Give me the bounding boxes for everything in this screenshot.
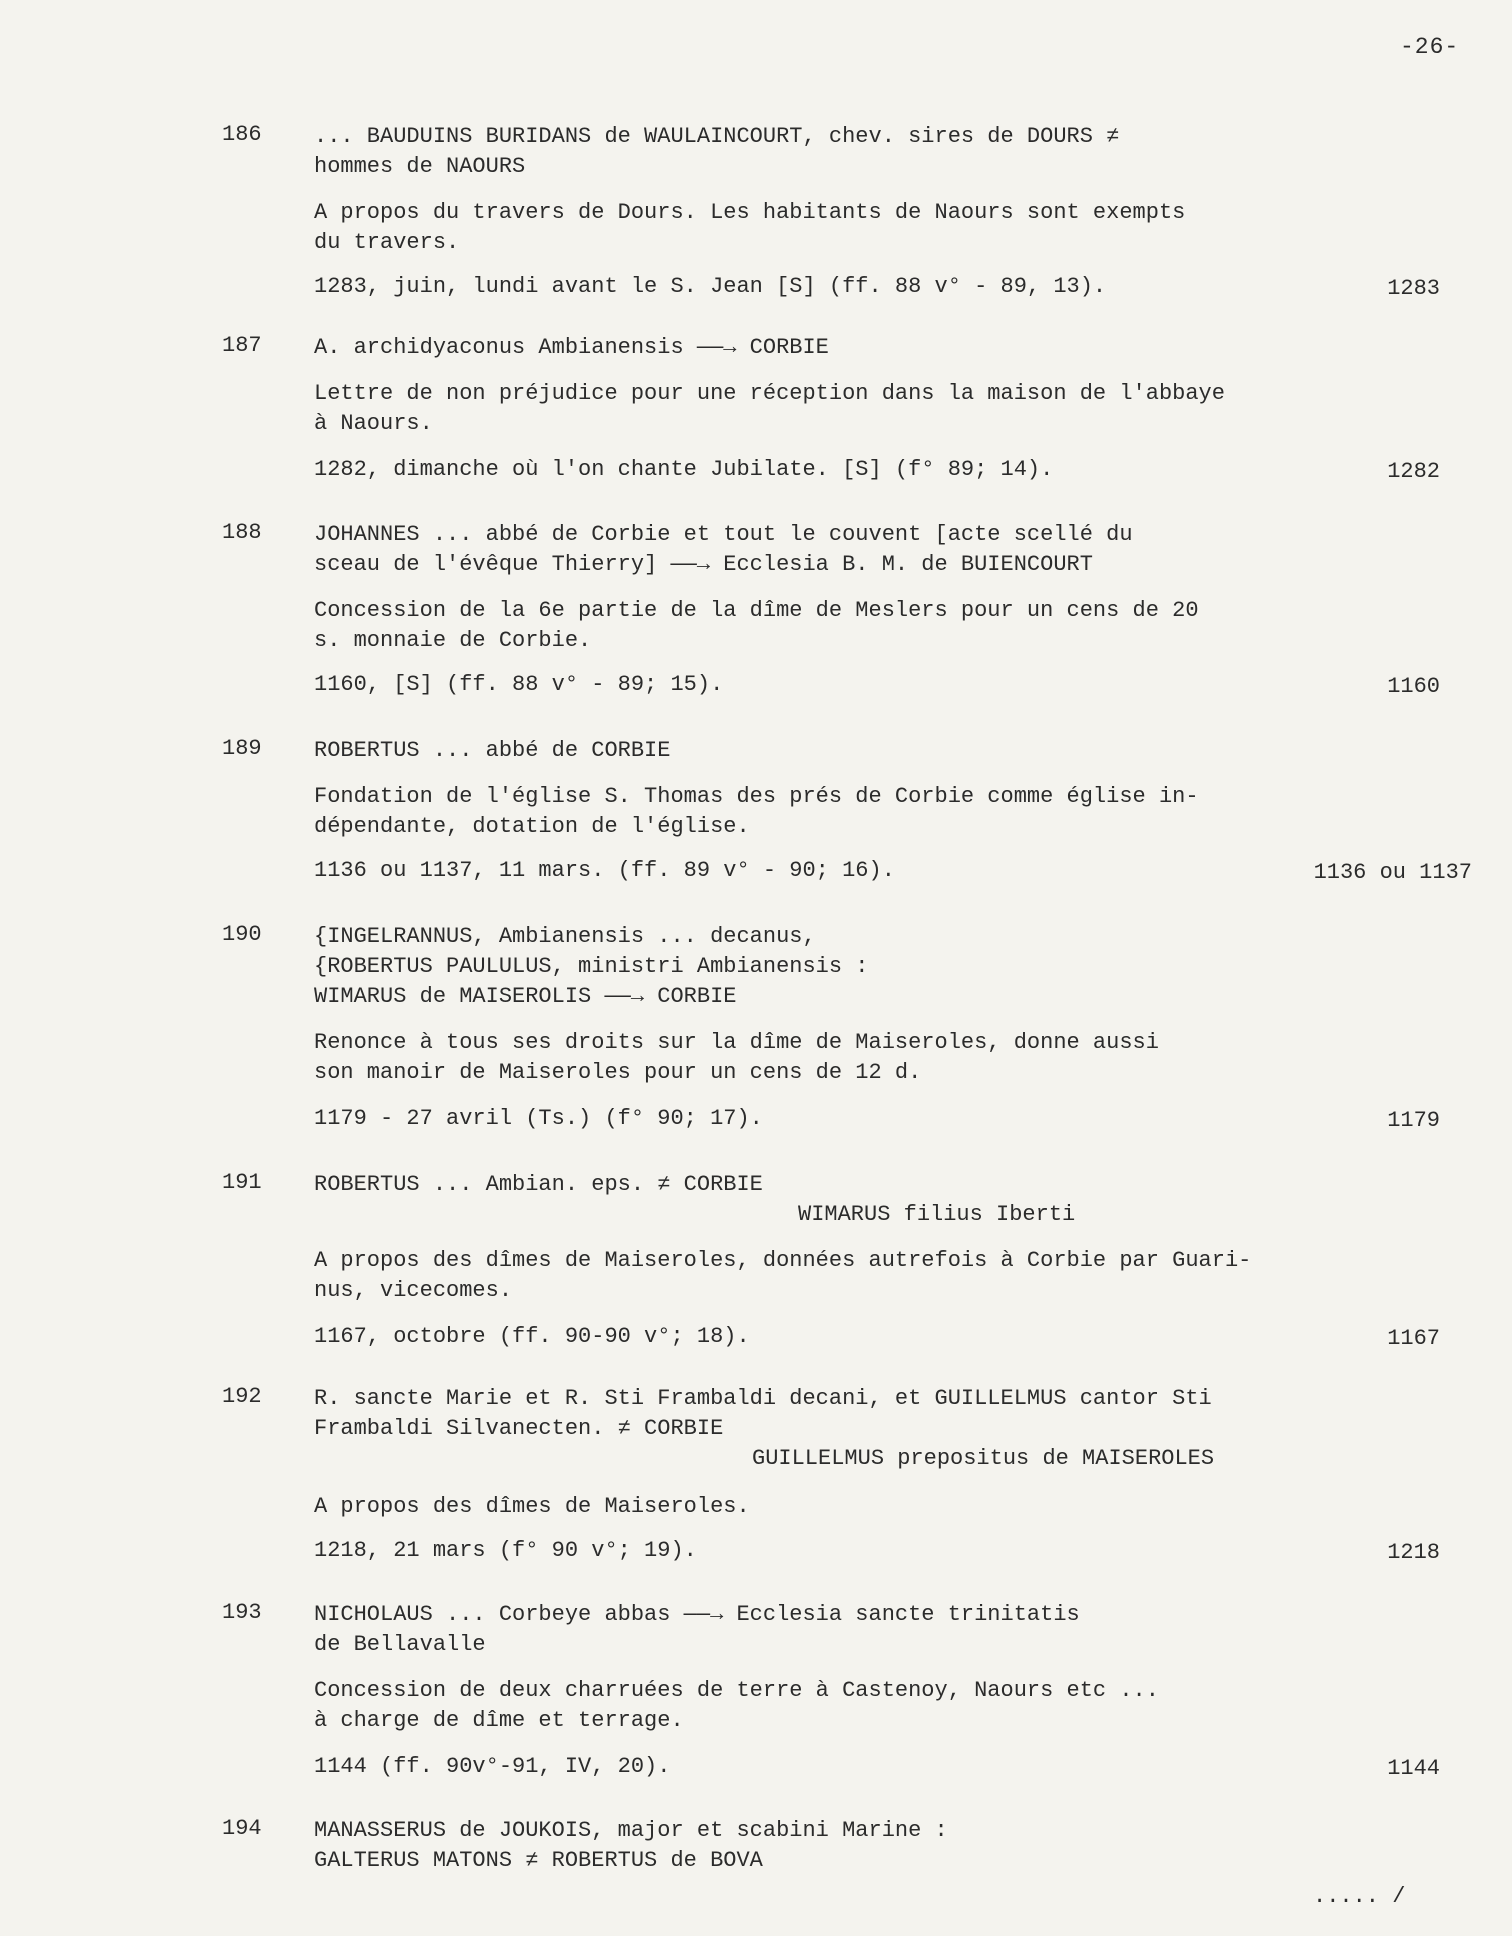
- entry-parties-line: de Bellavalle: [314, 1632, 486, 1657]
- entry-parties-line: R. sancte Marie et R. Sti Frambaldi decani, et GUILLELMUS cantor Sti: [314, 1386, 1212, 1411]
- entry-parties-line: WIMARUS de MAISEROLIS ——→ CORBIE: [314, 984, 737, 1009]
- entry-citation: 1179 - 27 avril (Ts.) (f° 90; 17).: [314, 1106, 763, 1131]
- entry-parties-line: ... BAUDUINS BURIDANS de WAULAINCOURT, chev. sires de DOURS ≠: [314, 124, 1120, 149]
- entry-date: 1144: [1387, 1756, 1440, 1781]
- entry-summary-line: Lettre de non préjudice pour une réception dans la maison de l'abbaye: [314, 381, 1225, 406]
- entry-parties-line: GUILLELMUS prepositus de MAISEROLES: [752, 1446, 1215, 1471]
- entry-summary-line: son manoir de Maiseroles pour un cens de 12 d.: [314, 1060, 922, 1085]
- entry-date: 1283: [1387, 276, 1440, 301]
- entry-parties-line: sceau de l'évêque Thierry] ——→ Ecclesia B. M. de BUIENCOURT: [314, 552, 1093, 577]
- entry-summary-line: dépendante, dotation de l'église.: [314, 814, 750, 839]
- entry-date: 1167: [1387, 1326, 1440, 1351]
- entry-number: 189: [222, 736, 262, 761]
- entry-number: 187: [222, 333, 262, 358]
- entry-citation: 1136 ou 1137, 11 mars. (ff. 89 v° - 90; 16).: [314, 858, 895, 883]
- entry-number: 194: [222, 1816, 262, 1841]
- entry-citation: 1160, [S] (ff. 88 v° - 89; 15).: [314, 672, 724, 697]
- entry-number: 191: [222, 1170, 262, 1195]
- entry-summary-line: à Naours.: [314, 411, 433, 436]
- entry-citation: 1218, 21 mars (f° 90 v°; 19).: [314, 1538, 697, 1563]
- entry-summary-line: Concession de la 6e partie de la dîme de Meslers pour un cens de 20: [314, 598, 1199, 623]
- entry-summary-line: Renonce à tous ses droits sur la dîme de Maiseroles, donne aussi: [314, 1030, 1159, 1055]
- entry-number: 193: [222, 1600, 262, 1625]
- entry-number: 186: [222, 122, 262, 147]
- entry-parties-line: A. archidyaconus Ambianensis ——→ CORBIE: [314, 335, 829, 360]
- entry-citation: 1144 (ff. 90v°-91, IV, 20).: [314, 1754, 671, 1779]
- entry-date: 1282: [1387, 459, 1440, 484]
- entry-date: 1160: [1387, 674, 1440, 699]
- entry-parties-line: Frambaldi Silvanecten. ≠ CORBIE: [314, 1416, 724, 1441]
- page-number: -26-: [1400, 34, 1460, 60]
- entry-citation: 1167, octobre (ff. 90-90 v°; 18).: [314, 1324, 750, 1349]
- entry-date: 1218: [1387, 1540, 1440, 1565]
- entry-summary-line: à charge de dîme et terrage.: [314, 1708, 684, 1733]
- entry-parties-line: NICHOLAUS ... Corbeye abbas ——→ Ecclesia sancte trinitatis: [314, 1602, 1080, 1627]
- entry-parties-line: JOHANNES ... abbé de Corbie et tout le couvent [acte scellé du: [314, 522, 1133, 547]
- continued-marker: ..... /: [1313, 1884, 1406, 1909]
- entry-date: 1136 ou 1137: [1313, 860, 1472, 885]
- entry-parties-line: {INGELRANNUS, Ambianensis ... decanus,: [314, 924, 816, 949]
- entry-parties-line: {ROBERTUS PAULULUS, ministri Ambianensis :: [314, 954, 869, 979]
- entry-summary-line: nus, vicecomes.: [314, 1278, 513, 1303]
- entry-summary-line: A propos des dîmes de Maiseroles.: [314, 1494, 750, 1519]
- entry-parties-line: GALTERUS MATONS ≠ ROBERTUS de BOVA: [314, 1848, 763, 1873]
- entry-citation: 1282, dimanche où l'on chante Jubilate. [S] (f° 89; 14).: [314, 457, 1054, 482]
- entry-number: 192: [222, 1384, 262, 1409]
- entry-summary-line: A propos du travers de Dours. Les habitants de Naours sont exempts: [314, 200, 1186, 225]
- entry-parties-line: WIMARUS filius Iberti: [798, 1202, 1076, 1227]
- entry-summary-line: Concession de deux charruées de terre à Castenoy, Naours etc ...: [314, 1678, 1159, 1703]
- entry-citation: 1283, juin, lundi avant le S. Jean [S] (ff. 88 v° - 89, 13).: [314, 274, 1107, 299]
- entry-summary-line: A propos des dîmes de Maiseroles, données autrefois à Corbie par Guari-: [314, 1248, 1252, 1273]
- entry-parties-line: hommes de NAOURS: [314, 154, 526, 179]
- entry-date: 1179: [1387, 1108, 1440, 1133]
- entry-summary-line: du travers.: [314, 230, 460, 255]
- entry-number: 188: [222, 520, 262, 545]
- entry-number: 190: [222, 922, 262, 947]
- entry-summary-line: s. monnaie de Corbie.: [314, 628, 592, 653]
- entry-parties-line: ROBERTUS ... abbé de CORBIE: [314, 738, 671, 763]
- entry-parties-line: ROBERTUS ... Ambian. eps. ≠ CORBIE: [314, 1172, 763, 1197]
- entry-parties-line: MANASSERUS de JOUKOIS, major et scabini Marine :: [314, 1818, 948, 1843]
- entry-summary-line: Fondation de l'église S. Thomas des prés de Corbie comme église in-: [314, 784, 1199, 809]
